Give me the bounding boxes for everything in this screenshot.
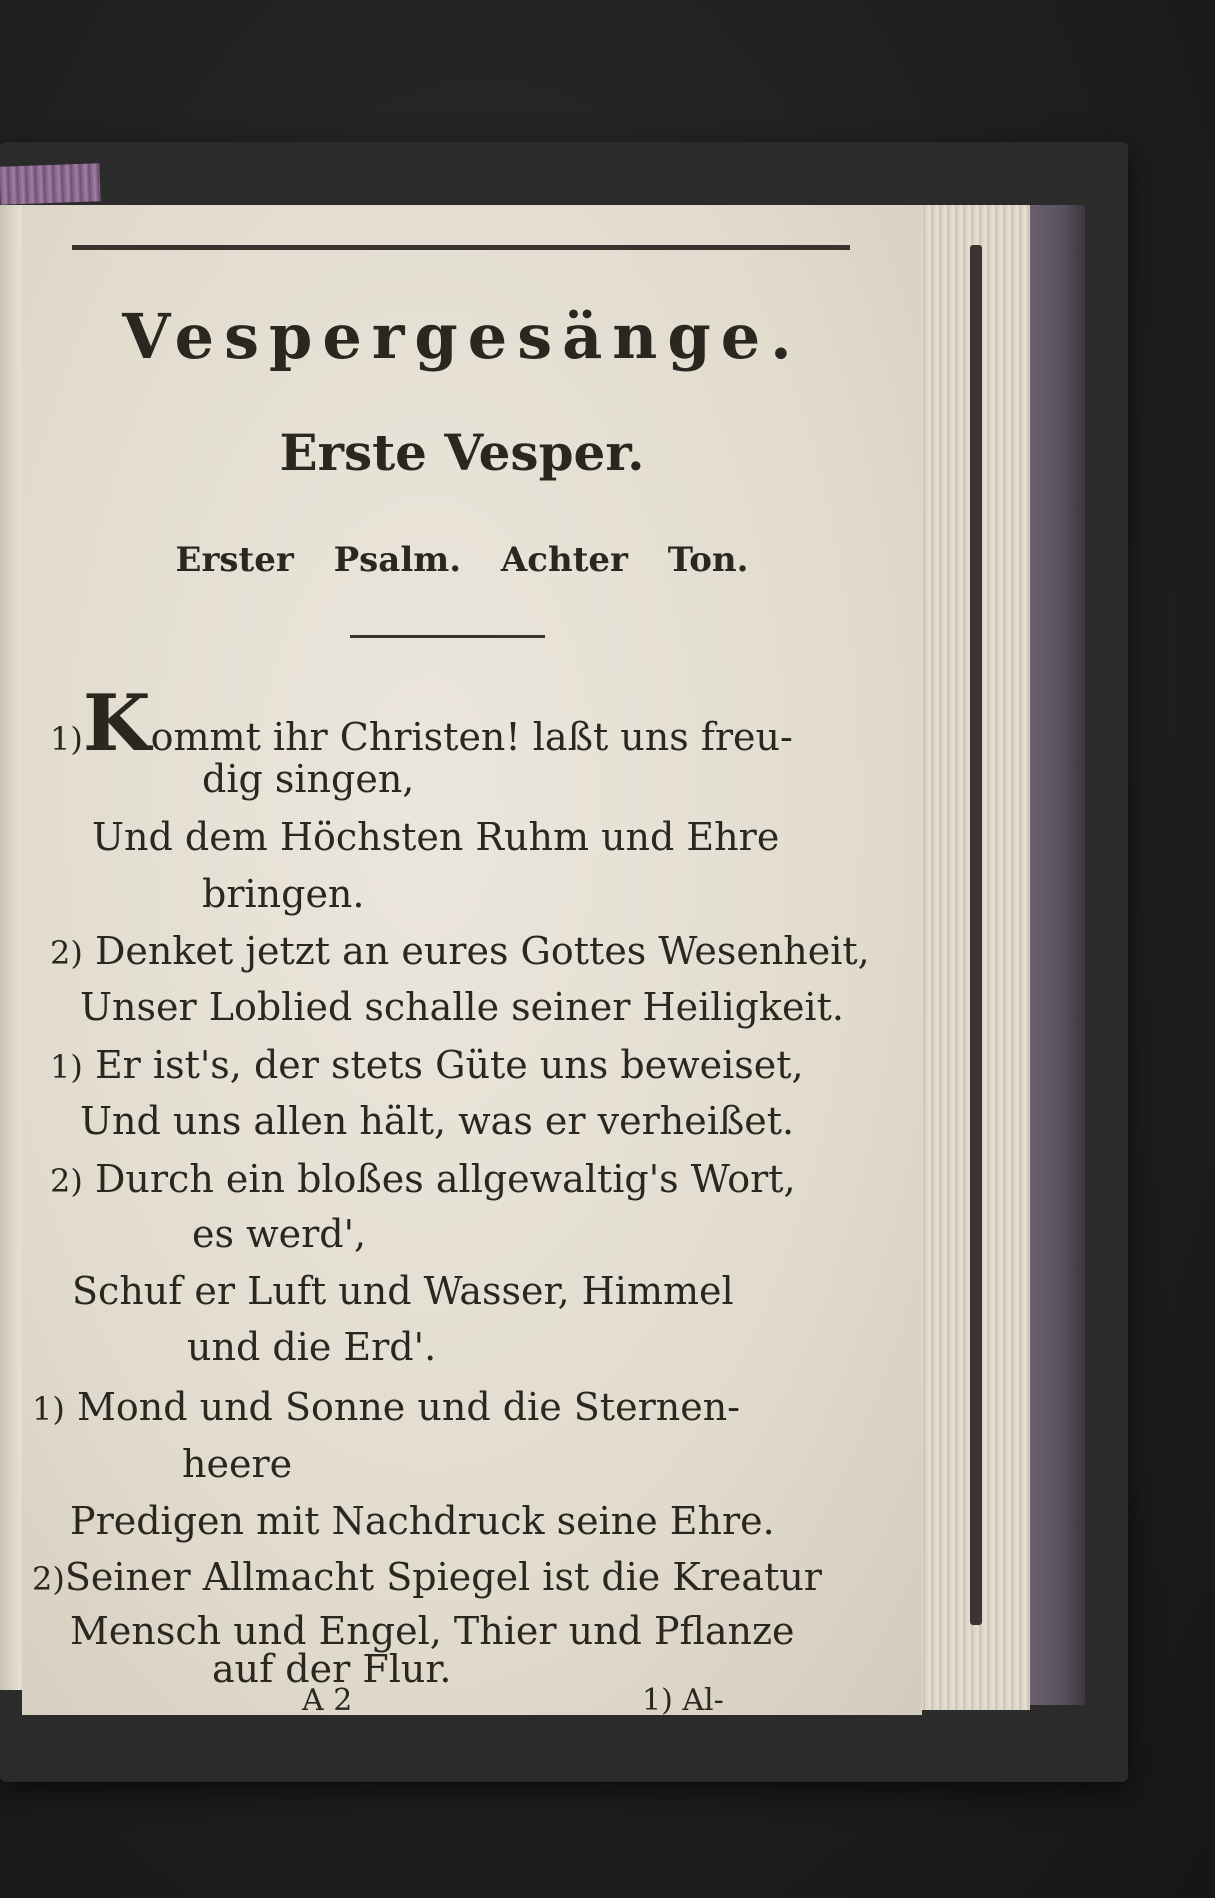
book-page xyxy=(22,205,922,1718)
verse-number: 2) xyxy=(50,1162,83,1200)
page-subtitle: Erste Vesper. xyxy=(279,423,645,482)
verse-line: heere xyxy=(182,1442,293,1486)
verse-number: 1) xyxy=(50,720,83,758)
verse-line: 2)Seiner Allmacht Spiegel ist die Kreatur xyxy=(32,1555,822,1599)
verse-line: Mensch und Engel, Thier und Pflanze xyxy=(70,1609,795,1653)
verse-line: 1)Kommt ihr Christen! laßt uns freu- xyxy=(50,678,793,769)
verse-number: 1) xyxy=(32,1390,65,1428)
verse-number: 2) xyxy=(50,934,83,972)
verse-line: Unser Loblied schalle seiner Heiligkeit. xyxy=(80,985,844,1029)
drop-cap: K xyxy=(82,678,151,769)
verse-line: Schuf er Luft und Wasser, Himmel xyxy=(72,1269,734,1313)
verse-line: 1) Er ist's, der stets Güte uns beweiset, xyxy=(50,1043,804,1087)
verse-line: und die Erd'. xyxy=(187,1325,437,1369)
signature-mark: A 2 xyxy=(302,1683,353,1718)
verse-number: 2) xyxy=(32,1560,65,1598)
page-title: Vespergesänge. xyxy=(122,300,802,373)
verse-number: 1) xyxy=(50,1048,83,1086)
verse-line: bringen. xyxy=(202,872,365,916)
verse-line: 2) Denket jetzt an eures Gottes Wesenheit, xyxy=(50,929,870,973)
verse-line: dig singen, xyxy=(202,757,415,801)
verse-line: Und uns allen hält, was er verheißet. xyxy=(80,1099,795,1143)
verse-line: 1) Mond und Sonne und die Sternen- xyxy=(32,1385,741,1429)
verse-line: auf der Flur. xyxy=(212,1647,452,1691)
psalm-heading: Erster Psalm. Achter Ton. xyxy=(175,540,749,580)
verse-line: 2) Durch ein bloßes allgewaltig's Wort, xyxy=(50,1157,796,1201)
bookmark-ribbon xyxy=(0,163,101,204)
verse-line: es werd', xyxy=(192,1212,367,1256)
verse-block xyxy=(22,205,922,1715)
catchword: 1) Al- xyxy=(642,1683,724,1718)
page-stack-shadow xyxy=(970,245,982,1625)
verse-line: Predigen mit Nachdruck seine Ehre. xyxy=(70,1499,775,1543)
cover-edge xyxy=(1025,205,1085,1705)
verse-line: Und dem Höchsten Ruhm und Ehre xyxy=(92,815,780,859)
